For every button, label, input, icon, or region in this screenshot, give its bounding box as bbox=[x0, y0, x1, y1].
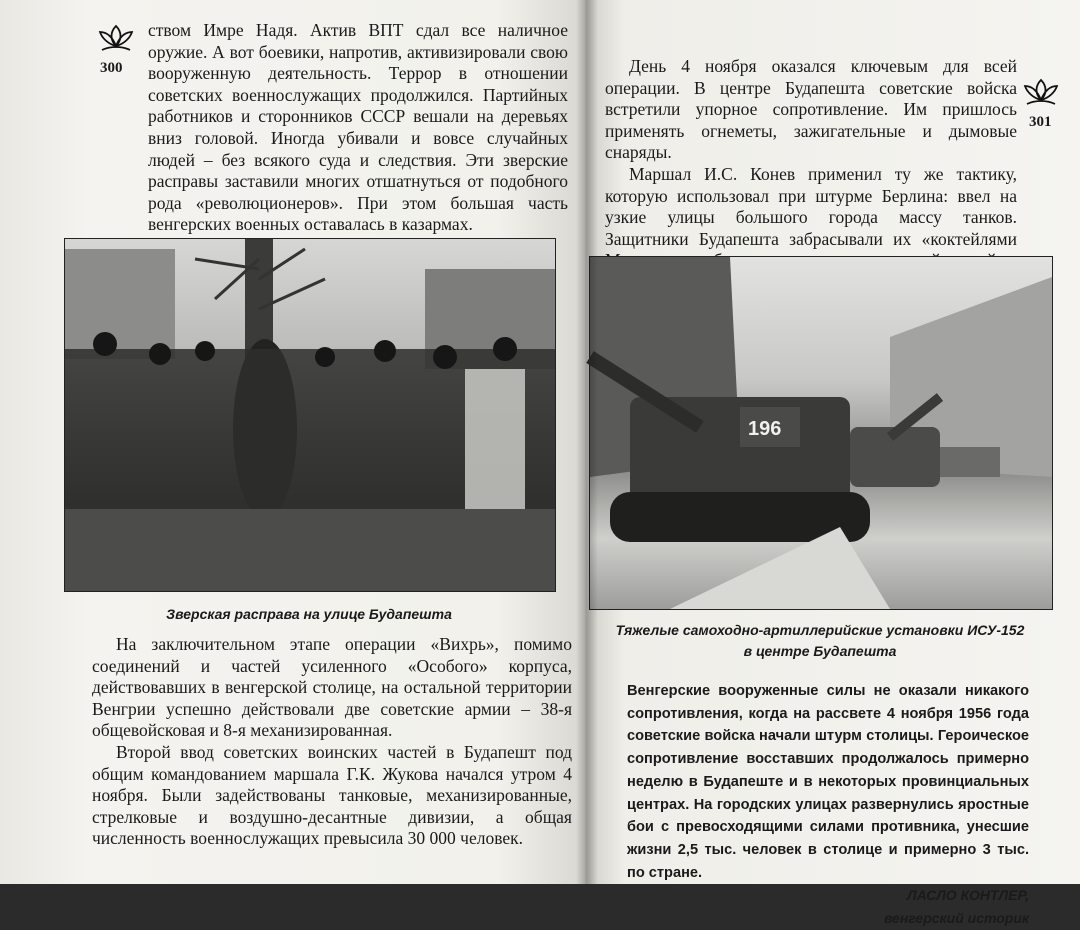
left-text-bottom bbox=[92, 634, 572, 850]
left-text-top bbox=[148, 20, 568, 236]
page-number: 300 bbox=[100, 60, 123, 76]
tank-number: 196 bbox=[748, 418, 782, 440]
book-gutter bbox=[576, 0, 598, 884]
right-paragraph-2: Маршал И.С. Конев применил ту же тактику, которую использовал при штурме Берлина: ввел на узкие улицы большого города массу танков. Защитники Будапешта забрасывали их «коктейлями bbox=[605, 163, 1017, 249]
left-photo-caption: Зверская расправа на улице Будапешта bbox=[166, 606, 452, 622]
photo-street-crowd bbox=[64, 238, 556, 592]
left-paragraph-2: На заключительном этапе операции «Вихрь», помимо соединений и частей усиленного «Особого» корпуса, действовавших в венгерской столице, на остальной территории Венгрии успешно действовали две советские армии – 38-я общевойсковая и 8-я механизированная. bbox=[92, 634, 572, 741]
left-paragraph-1: ством Имре Надя. Актив ВПТ сдал все наличное оружие. А вот боевики, напротив, активизировали свою вооруженную деятельность. Террор в отношении советских военнослужащих продолжился. Партийных работников и сторонников СССР вешали на деревьях вниз головой. Иногда убивали и вовсе случайных людей – без всякого суда и следствия. Эти зверские расправы заставили многих отшатнуться от подобного рода «революционеров». При этом большая часть венгерских военных оставалась в казармах. bbox=[148, 20, 568, 235]
quote-text: Венгерские вооруженные силы не оказали никакого сопротивления, когда на рассвете 4 ноября 1956 года советские войска начали штурм столицы. Героическое сопротивление восставших продолжалось примерно неделю в Будапеште и в некоторых провинциальных центрах. На городских улицах развернулись яростные бои с превосходящими силами противника, унесшие жизни 2,5 тыс. человек в столице и примерно 3 тыс. по стране. bbox=[627, 683, 1029, 881]
right-photo-caption bbox=[585, 620, 1055, 662]
right-caption-line-2: в центре Будапешта bbox=[743, 643, 897, 659]
right-text-top bbox=[605, 56, 1017, 272]
right-caption-line-1: Тяжелые самоходно-артиллерийские установки ИСУ-152 bbox=[615, 622, 1025, 638]
quote-author-role: венгерский историк bbox=[883, 910, 1029, 927]
left-paragraph-3: Второй ввод советских воинских частей в Будапешт под общим командованием маршала Г.К. Жукова начался утром 4 ноября. Были задействованы танковые, механизированные, стрелковые и воздушно-десантные дивизии, а общая численность военнослужащих превысила 30 000 человек. bbox=[92, 741, 572, 849]
page-number: 301 bbox=[1029, 114, 1052, 130]
photo-tanks-street bbox=[589, 256, 1053, 610]
crowd-photo-illustration bbox=[65, 239, 555, 591]
historian-quote bbox=[627, 680, 1029, 930]
right-paragraph-1: День 4 ноября оказался ключевым для всей операции. В центре Будапешта советские войска встретили упорное сопротивление. Им пришлось применять огнеметы, зажигательные и дымовые снаряды. bbox=[605, 56, 1017, 163]
tanks-photo-illustration bbox=[590, 257, 1052, 609]
lotus-ornament-icon bbox=[96, 22, 136, 56]
quote-author: ЛАСЛО КОНТЛЕР, bbox=[907, 887, 1029, 904]
lotus-ornament-icon bbox=[1021, 76, 1061, 110]
right-page bbox=[585, 0, 1080, 927]
